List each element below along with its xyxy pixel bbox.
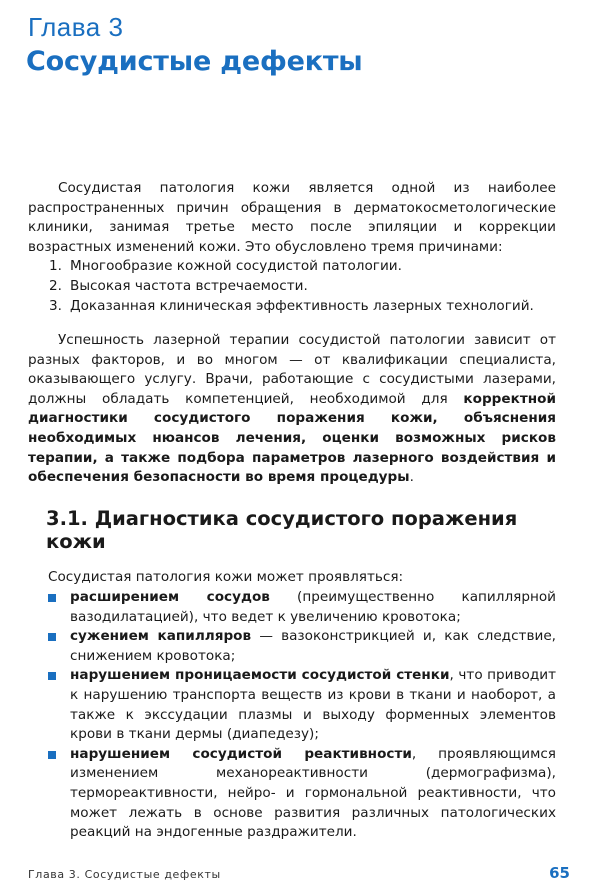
manifestations-list — [48, 588, 556, 843]
paragraph-start: Успешность лазерной терапии сосудистой патологии зависит от разных факторов, и во многом — от квалификации специалиста, оказывающего услугу. Врачи, работающие с сосудистыми лазерами, должны обладать компетенцией, необходимой для — [28, 332, 556, 407]
bullet-rest: (преимущественно капиллярной вазодилатацией), что ведет к увеличению кровотока; — [70, 589, 556, 625]
reasons-list — [28, 257, 556, 316]
list-number: 3. — [49, 297, 62, 314]
bullet-bold: нарушением сосудистой реактивности — [70, 745, 412, 762]
bullet-rest: , проявляющимся изменением механореактивности (дермографизма), термореактивности, нейро- и гормональной реактивности, что может лежать в основе развития различных патологических реакций на эндогенные раздражители. — [70, 745, 556, 841]
bullet-text — [70, 745, 556, 843]
section-heading: 3.1. Диагностика сосудистого поражения кожи — [46, 507, 518, 553]
bullet-item — [48, 627, 556, 666]
list-number: 2. — [49, 277, 62, 294]
paragraph-end: . — [409, 469, 414, 486]
intro-block — [28, 179, 556, 316]
bullet-item — [48, 666, 556, 744]
list-number: 1. — [49, 258, 62, 275]
running-footer: Глава 3. Сосудистые дефекты — [28, 868, 221, 881]
bullet-bold: сужением капилляров — [70, 628, 252, 645]
bullet-rest: , что приводит к нарушению транспорта веществ из крови в ткани и наоборот, а также к экссудации плазмы и выходу форменных элементов крови в ткани дермы (диапедезу); — [70, 667, 556, 743]
bullet-text — [70, 588, 556, 627]
list-item — [28, 277, 556, 297]
bullet-text — [70, 666, 556, 744]
list-item — [28, 257, 556, 277]
list-text: Высокая частота встречаемости. — [70, 277, 308, 294]
bullet-rest: — вазоконстрикцией и, как следствие, снижением кровотока; — [70, 628, 557, 664]
paragraph-success — [28, 331, 556, 488]
chapter-number: Глава 3 — [28, 12, 124, 42]
list-item — [28, 297, 556, 317]
bullet-bold: расширением сосудов — [70, 589, 270, 605]
bullet-bold: нарушением проницаемости сосудистой стенки — [70, 667, 450, 684]
list-text: Доказанная клиническая эффективность лазерных технологий. — [70, 297, 534, 314]
page-number: 65 — [549, 864, 570, 882]
square-bullet-icon — [48, 672, 56, 680]
chapter-title: Сосудистые дефекты — [26, 46, 363, 77]
paragraph-emphasis: корректной диагностики сосудистого поражения кожи, объяснения необходимых нюансов лечения, оценки возможных рисков терапии, а также подбора параметров лазерного воздействия и обеспечения безопасности во время процедуры — [28, 390, 556, 486]
section-intro: Сосудистая патология кожи может проявляться: — [48, 569, 404, 585]
bullet-item — [48, 588, 556, 627]
intro-paragraph: Сосудистая патология кожи является одной из наиболее распространенных причин обращения в дерматокосметологические клиники, занимая третье место после эпиляции и коррекции возрастных изменений кожи. Это обусловлено тремя причинами: — [28, 180, 556, 255]
bullet-item — [48, 745, 556, 843]
bullet-text — [70, 627, 556, 666]
square-bullet-icon — [48, 594, 56, 602]
square-bullet-icon — [48, 633, 56, 641]
square-bullet-icon — [48, 751, 56, 759]
list-text: Многообразие кожной сосудистой патологии. — [70, 258, 402, 275]
